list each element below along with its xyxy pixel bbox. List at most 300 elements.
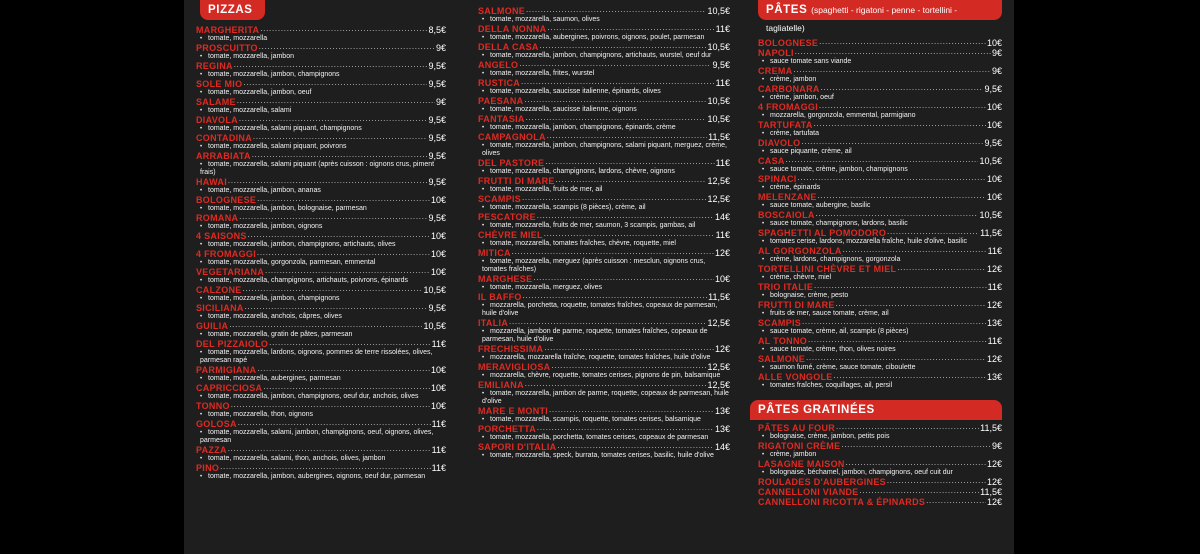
item-price: 10,5€ [707, 96, 730, 106]
menu-item [196, 249, 446, 267]
menu-item [196, 285, 446, 303]
dot-leader [533, 274, 714, 284]
dot-leader [549, 406, 714, 416]
menu-item-row [196, 177, 446, 187]
item-description: • mozzarella, gorgonzola, emmental, parmigiano [758, 112, 1002, 120]
item-name: REGINA [196, 61, 233, 71]
dot-leader [860, 487, 980, 497]
menu-item-row [196, 61, 446, 71]
item-description: • tomate, mozzarella, saucisse italienne, oignons [478, 106, 730, 114]
item-price: 8,5€ [428, 25, 446, 35]
item-description: • tomate, mozzarella, jambon, champignons, salami piquant, merguez, crème, olives [478, 142, 730, 158]
item-price: 10€ [430, 401, 446, 411]
menu-item [758, 138, 1002, 156]
item-price: 10,5€ [423, 285, 446, 295]
menu-item-row [196, 285, 446, 295]
dot-leader [801, 138, 983, 148]
item-name: SAPORI D'ITALIA [478, 442, 557, 452]
item-name: FRECHISSIMA [478, 344, 544, 354]
item-name: CONTADINA [196, 133, 253, 143]
item-name: ITALIA [478, 318, 509, 328]
item-description: • tomate, mozzarella, aubergines, parmesan [196, 375, 446, 383]
item-description: • tomate, mozzarella, salami piquant, poivrons [196, 143, 446, 151]
item-description: • crème, jambon [758, 451, 1002, 459]
menu-item [758, 66, 1002, 84]
dot-leader [265, 267, 430, 277]
menu-item [478, 6, 730, 24]
item-price: 12€ [714, 344, 730, 354]
item-description: • fruits de mer, sauce tomate, crème, ail [758, 310, 1002, 318]
item-description: • bolognaise, crème, pesto [758, 292, 1002, 300]
item-price: 12€ [986, 300, 1002, 310]
menu-item [478, 96, 730, 114]
item-price: 10€ [714, 274, 730, 284]
menu-item [758, 210, 1002, 228]
item-name: GUILIA [196, 321, 229, 331]
menu-item-row [196, 231, 446, 241]
item-description: • sauce tomate, crème, thon, olives noires [758, 346, 1002, 354]
dot-leader [526, 114, 707, 124]
dot-leader [239, 213, 427, 223]
dot-leader [795, 48, 991, 58]
item-description: • tomate, mozzarella, jambon [196, 53, 446, 61]
menu-item [758, 487, 1002, 497]
dot-leader [551, 362, 706, 372]
menu-item-row [478, 158, 730, 168]
item-price: 10,5€ [707, 6, 730, 16]
item-name: DELLA NONNA [478, 24, 547, 34]
item-name: SPAGHETTI AL POMODORO [758, 228, 887, 238]
item-price: 10€ [986, 174, 1002, 184]
pates-list [758, 38, 1002, 390]
menu-item-row [196, 365, 446, 375]
item-price: 13€ [714, 406, 730, 416]
item-description: • mozzarella, chèvre, roquette, tomates cerises, pignons de pin, balsamique [478, 372, 730, 380]
menu-item-row [758, 174, 1002, 184]
item-price: 9,5€ [428, 177, 446, 187]
dot-leader [253, 133, 427, 143]
dot-leader [257, 249, 430, 259]
item-description: • mozzarella, porchetta, roquette, tomates fraîches, copeaux de parmesan, huile d'olive [478, 302, 730, 318]
dot-leader [547, 132, 707, 142]
dot-leader [269, 339, 430, 349]
item-description: • tomate, mozzarella, champignons, lardons, chèvre, oignons [478, 168, 730, 176]
pates-gratinees-header: PÂTES GRATINÉES [750, 400, 1002, 420]
item-description: • tomate, mozzarella [196, 35, 446, 43]
item-price: 12,5€ [707, 380, 730, 390]
item-price: 9€ [435, 97, 446, 107]
menu-item [758, 48, 1002, 66]
item-description: • tomate, mozzarella, jambon, oeuf [196, 89, 446, 97]
menu-item [758, 336, 1002, 354]
item-description: • bolognaise, crème, jambon, petits pois [758, 433, 1002, 441]
dot-leader [836, 300, 986, 310]
item-name: MITICA [478, 248, 511, 258]
item-description: • tomate, mozzarella, anchois, câpres, olives [196, 313, 446, 321]
item-description: • tomate, mozzarella, champignons, artichauts, poivrons, épinards [196, 277, 446, 285]
menu-item-row [478, 248, 730, 258]
item-name: CALZONE [196, 285, 242, 295]
menu-item-row [478, 42, 730, 52]
item-name: CANNELLONI RICOTTA & ÉPINARDS [758, 497, 926, 507]
item-name: SALMONE [758, 354, 806, 364]
dot-leader [231, 401, 430, 411]
dot-leader [252, 151, 428, 161]
menu-item-row [478, 318, 730, 328]
item-price: 10€ [986, 192, 1002, 202]
dot-leader [238, 419, 431, 429]
item-name: CANNELLONI VIANDE [758, 487, 859, 497]
item-description: • tomate, mozzarella, saucisse italienne, épinards, olives [478, 88, 730, 96]
item-description: • crème, jambon, oeuf [758, 94, 1002, 102]
menu-item-row [478, 6, 730, 16]
pizzas-header: PIZZAS [200, 0, 265, 20]
menu-item [478, 176, 730, 194]
menu-item-row [758, 38, 1002, 48]
item-description: • tomate, mozzarella, fruits de mer, saumon, 3 scampis, gambas, ail [478, 222, 730, 230]
menu-item [758, 38, 1002, 48]
dot-leader [557, 442, 713, 452]
dot-leader [519, 60, 711, 70]
item-description: • tomate, mozzarella, thon, oignons [196, 411, 446, 419]
item-price: 11€ [431, 445, 446, 455]
item-description: • tomate, mozzarella, frites, wurstel [478, 70, 730, 78]
item-price: 10,5€ [979, 156, 1002, 166]
menu-item-row [758, 228, 1002, 238]
dot-leader [836, 423, 979, 433]
item-name: TARTUFATA [758, 120, 813, 130]
item-description: • tomate, mozzarella, aubergines, poivrons, oignons, poulet, parmesan [478, 34, 730, 42]
item-price: 9,5€ [428, 213, 446, 223]
menu-item [478, 292, 730, 318]
menu-item [196, 25, 446, 43]
item-price: 11,5€ [980, 423, 1002, 433]
menu-item-row [758, 102, 1002, 112]
dot-leader [220, 463, 430, 473]
item-description: • tomate, mozzarella, merguez, olives [478, 284, 730, 292]
menu-item-row [758, 120, 1002, 130]
item-name: DIAVOLA [196, 115, 238, 125]
menu-item-row [196, 321, 446, 331]
item-description: • tomate, mozzarella, fruits de mer, ail [478, 186, 730, 194]
item-name: TONNO [196, 401, 230, 411]
item-description: • tomate, mozzarella, salami, thon, anchois, olives, jambon [196, 455, 446, 463]
item-price: 11,5€ [980, 487, 1002, 497]
item-price: 11€ [431, 463, 446, 473]
dot-leader [229, 321, 422, 331]
item-description: • tomate, mozzarella, jambon, aubergines, oignons, oeuf dur, parmesan [196, 473, 446, 481]
pates-subtitle: (spaghetti - rigatoni - penne - tortellini - tagliatelle) [766, 5, 958, 33]
menu-item [478, 78, 730, 96]
item-name: EMILIANA [478, 380, 524, 390]
item-price: 12€ [714, 248, 730, 258]
item-description: • tomate, mozzarella, jambon, champignons [196, 71, 446, 79]
menu-item [758, 102, 1002, 120]
menu-item [196, 445, 446, 463]
item-name: NAPOLI [758, 48, 794, 58]
menu-item [758, 246, 1002, 264]
menu-item-row [478, 406, 730, 416]
item-name: AL GORGONZOLA [758, 246, 842, 256]
item-price: 12,5€ [707, 362, 730, 372]
menu-item [196, 151, 446, 177]
item-description: • tomate, mozzarella, porchetta, tomates cerises, copeaux de parmesan [478, 434, 730, 442]
menu-item [478, 212, 730, 230]
menu-item-row [196, 249, 446, 259]
item-name: HAWAI [196, 177, 228, 187]
menu-item [196, 365, 446, 383]
menu-item [196, 195, 446, 213]
item-price: 11€ [715, 230, 730, 240]
item-name: FANTASIA [478, 114, 525, 124]
pates-header [758, 0, 1002, 33]
menu-item [196, 303, 446, 321]
item-price: 10€ [986, 38, 1002, 48]
menu-item [758, 174, 1002, 192]
item-name: FRUTTI DI MARE [758, 300, 835, 310]
item-description: • tomate, mozzarella, jambon, champignons [196, 295, 446, 303]
menu-item [478, 318, 730, 344]
menu-item-row [478, 362, 730, 372]
item-description: • crème, lardons, champignons, gorgonzola [758, 256, 1002, 264]
item-name: PINO [196, 463, 220, 473]
item-description: • sauce tomate sans viande [758, 58, 1002, 66]
item-price: 9,5€ [984, 84, 1002, 94]
menu-item-row [196, 267, 446, 277]
item-description: • crème, tartufata [758, 130, 1002, 138]
menu-item [478, 248, 730, 274]
item-price: 12€ [986, 354, 1002, 364]
menu-item-row [196, 419, 446, 429]
menu-item-row [478, 114, 730, 124]
item-description: • tomate, mozzarella, merguez (après cuisson : mesclun, oignons crus, tomates fraîches) [478, 258, 730, 274]
menu-item-row [758, 192, 1002, 202]
pates-title: PÂTES [766, 4, 808, 16]
menu-item [758, 441, 1002, 459]
menu-item [196, 61, 446, 79]
dot-leader [841, 441, 991, 451]
item-price: 9€ [991, 66, 1002, 76]
item-description: • sauce tomate, aubergine, basilic [758, 202, 1002, 210]
menu-item [196, 133, 446, 151]
menu-item-row [758, 66, 1002, 76]
item-name: SICILIANA [196, 303, 244, 313]
menu-item [758, 497, 1002, 507]
dot-leader [248, 231, 430, 241]
dot-leader [526, 6, 706, 16]
menu-item-row [478, 60, 730, 70]
menu-item-row [196, 97, 446, 107]
item-description: • tomate, mozzarella, jambon, bolognaise, parmesan [196, 205, 446, 213]
menu-item [478, 380, 730, 406]
menu-item-row [478, 344, 730, 354]
item-description: • tomate, mozzarella, saumon, olives [478, 16, 730, 24]
dot-leader [237, 97, 435, 107]
item-name: SALMONE [478, 6, 526, 16]
item-description: • tomate, mozzarella, scampis (8 pièces), crème, ail [478, 204, 730, 212]
item-price: 9,5€ [428, 115, 446, 125]
item-name: CASA [758, 156, 785, 166]
menu-item [758, 354, 1002, 372]
item-price: 11€ [431, 339, 446, 349]
menu-item-row [478, 230, 730, 240]
item-description: • crème, chèvre, miel [758, 274, 1002, 282]
dot-leader [243, 285, 423, 295]
menu-item [758, 318, 1002, 336]
item-description: • tomate, mozzarella, speck, burrata, tomates cerises, basilic, huile d'olive [478, 452, 730, 460]
menu-item-row [478, 424, 730, 434]
item-description: • tomate, mozzarella, lardons, oignons, pommes de terre rissolées, olives, parmesan rapé [196, 349, 446, 365]
item-description: • tomate, mozzarella, salami, jambon, champignons, oeuf, oignons, olives, parmesan [196, 429, 446, 445]
item-name: CARBONARA [758, 84, 820, 94]
dot-leader [819, 38, 986, 48]
dot-leader [846, 459, 986, 469]
item-name: MARGHERITA [196, 25, 260, 35]
item-price: 11€ [715, 24, 730, 34]
menu-item [758, 84, 1002, 102]
menu-item [758, 459, 1002, 477]
item-name: RUSTICA [478, 78, 521, 88]
dot-leader [544, 344, 714, 354]
dot-leader [263, 383, 430, 393]
menu-item [196, 177, 446, 195]
dot-leader [228, 177, 427, 187]
menu-item-row [758, 497, 1002, 507]
menu-item-row [196, 445, 446, 455]
menu-item-row [478, 176, 730, 186]
menu-item [758, 372, 1002, 390]
item-price: 9,5€ [428, 79, 446, 89]
item-description: • tomate, mozzarella, jambon, oignons [196, 223, 446, 231]
item-name: ARRABIATA [196, 151, 251, 161]
dot-leader [802, 318, 986, 328]
menu-item [478, 406, 730, 424]
item-price: 10,5€ [979, 210, 1002, 220]
item-name: 4 FROMAGGI [758, 102, 819, 112]
menu-item-row [758, 372, 1002, 382]
dot-leader [808, 336, 987, 346]
menu-item [196, 383, 446, 401]
item-description: • tomates fraîches, coquillages, ail, persil [758, 382, 1002, 390]
menu-item [196, 463, 446, 481]
item-name: ANGELO [478, 60, 519, 70]
item-name: FRUTTI DI MARE [478, 176, 555, 186]
item-price: 10,5€ [707, 114, 730, 124]
dot-leader [260, 25, 427, 35]
menu-item [478, 424, 730, 442]
item-name: SALAME [196, 97, 236, 107]
dot-leader [806, 354, 986, 364]
menu-item-row [196, 383, 446, 393]
item-description: • tomate, mozzarella, salami [196, 107, 446, 115]
dot-leader [843, 246, 987, 256]
menu-item-row [196, 401, 446, 411]
item-name: CAPRICCIOSA [196, 383, 263, 393]
dot-leader [239, 115, 428, 125]
menu-item-row [196, 43, 446, 53]
menu-item-row [196, 79, 446, 89]
item-price: 10€ [430, 195, 446, 205]
menu-item-row [758, 354, 1002, 364]
menu-item [478, 24, 730, 42]
item-description: • tomate, mozzarella, jambon de parme, roquette, copeaux de parmesan, huile d'olive [478, 390, 730, 406]
menu-item [478, 230, 730, 248]
dot-leader [243, 79, 427, 89]
item-price: 12€ [986, 497, 1002, 507]
dot-leader [816, 210, 979, 220]
menu-item [758, 477, 1002, 487]
menu-item-row [196, 25, 446, 35]
menu-item [196, 339, 446, 365]
dot-leader [257, 195, 430, 205]
menu-item-row [758, 487, 1002, 497]
dot-leader [887, 228, 979, 238]
dot-leader [509, 318, 706, 328]
item-description: • sauce piquante, crème, ail [758, 148, 1002, 156]
menu-item [196, 231, 446, 249]
pizzas-column-2 [478, 6, 730, 460]
dot-leader [814, 120, 986, 130]
menu-item-row [478, 96, 730, 106]
item-description: • saumon fumé, crème, sauce tomate, ciboulette [758, 364, 1002, 372]
menu-item [758, 300, 1002, 318]
item-price: 12€ [986, 477, 1002, 487]
dot-leader [897, 264, 986, 274]
item-description: • bolognaise, béchamel, jambon, champignons, oeuf cuit dur [758, 469, 1002, 477]
item-price: 13€ [714, 424, 730, 434]
menu-item [196, 97, 446, 115]
menu-item [758, 120, 1002, 138]
menu-item [478, 344, 730, 362]
pizzas-column [196, 0, 446, 481]
item-name: CREMA [758, 66, 793, 76]
item-price: 9,5€ [984, 138, 1002, 148]
dot-leader [819, 102, 986, 112]
item-name: ROMANA [196, 213, 239, 223]
item-name: MERAVIGLIOSA [478, 362, 551, 372]
dot-leader [257, 365, 430, 375]
item-price: 12€ [986, 264, 1002, 274]
item-price: 11,5€ [708, 132, 730, 142]
dot-leader [521, 78, 715, 88]
item-description: • tomate, mozzarella, salami piquant, champignons [196, 125, 446, 133]
item-name: TORTELLINI CHÈVRE ET MIEL [758, 264, 897, 274]
menu-item-row [196, 151, 446, 161]
item-name: GOLOSA [196, 419, 237, 429]
dot-leader [259, 43, 435, 53]
item-name: PORCHETTA [478, 424, 537, 434]
menu-item-row [478, 380, 730, 390]
item-description: • tomate, mozzarella, jambon, champignons, artichauts, wurstel, oeuf dur [478, 52, 730, 60]
item-name: BOLOGNESE [758, 38, 819, 48]
item-name: 4 SAISONS [196, 231, 247, 241]
menu-item-row [758, 246, 1002, 256]
item-price: 11€ [987, 336, 1002, 346]
item-description: • tomate, mozzarella, gorgonzola, parmesan, emmental [196, 259, 446, 267]
item-description: • sauce tomate, crème, jambon, champignons [758, 166, 1002, 174]
item-name: PARMIGIANA [196, 365, 257, 375]
menu-item-row [478, 24, 730, 34]
item-price: 10€ [430, 249, 446, 259]
item-price: 11,5€ [980, 228, 1002, 238]
menu-item-row [478, 292, 730, 302]
item-description: • tomate, mozzarella, jambon, champignons, épinards, crème [478, 124, 730, 132]
dot-leader [537, 212, 714, 222]
menu-item-row [478, 194, 730, 204]
menu-item [478, 362, 730, 380]
item-name: AL TONNO [758, 336, 808, 346]
menu-item-row [478, 132, 730, 142]
